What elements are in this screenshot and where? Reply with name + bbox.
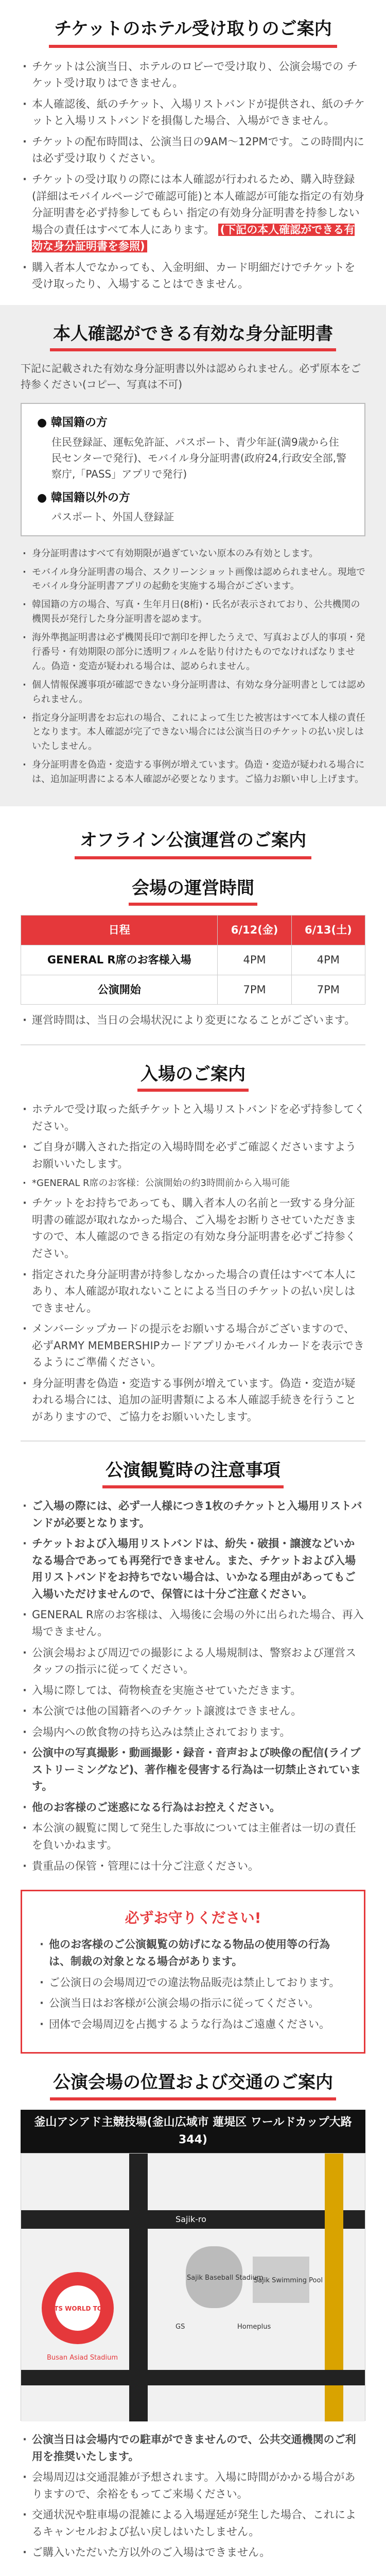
must-follow-title: 必ずお守りください!	[125, 1909, 261, 1927]
id-notes	[21, 547, 365, 787]
must-follow-box	[21, 1890, 365, 2054]
cautions-title: 公演観覧時の注意事項	[21, 1457, 365, 1488]
table-cell: 公演開始	[21, 975, 218, 1005]
map-label-brand: BTS WORLD TOUR	[49, 2305, 112, 2313]
divider	[21, 1440, 365, 1442]
map-label-stadium: Sajik Baseball Stadium	[187, 2274, 264, 2282]
table-header: 6/12(金)	[218, 916, 291, 945]
list-item: · 運営時間は、当日の会場状況により変更になることがございます。	[21, 1012, 365, 1029]
list-item: · 入場に際しては、荷物検査を実施させていただきます。	[21, 1682, 365, 1699]
list-item: · 団体で会場周辺を占拠するような行為はご遠慮ください。	[38, 2016, 348, 2033]
schedule-table	[21, 915, 365, 1005]
list-item: · 公演当日は会場内での駐車ができませんので、公共交通機関のご利用を推奨いたします。	[21, 2431, 365, 2465]
hotel-pickup-list	[21, 58, 365, 293]
list-item: · モバイル身分証明書の場合、スクリーンショット画像は認められません。現地でモバイル身分証明書アプリの起動を実施する場合がございます。	[21, 565, 365, 594]
map-label-sajik-ro: Sajik-ro	[176, 2214, 206, 2225]
list-item: · チケットおよび入場用リストバンドは、紛失・破損・譲渡などいかなる場合であっても再発行できません。また、チケットおよび入場用リストバンドをお持ちでない場合は、いかなる理由があってもご入場いただけませんので、保管には十分ご注意ください。	[21, 1535, 365, 1602]
location-title: 公演会場の位置および交通のご案内	[21, 2069, 365, 2100]
list-item: · 本人確認後、紙のチケット、入場リストバンドが提供され、紙のチケットと入場リストバンドを損傷した場合、入場ができません。	[21, 96, 365, 129]
map-graphic	[21, 2154, 365, 2421]
table-row	[21, 945, 365, 975]
list-item: · 他のお客様のご迷惑になる行為はお控えください。	[21, 1799, 365, 1816]
list-item: · 身分証明書を偽造・変造する事例が増えています。偽造・変造が疑われる場合には、追加の証明書類による本人確認手続きを行うことがありますので、ご協力をお願いいたします。	[21, 1375, 365, 1426]
venue-map	[21, 2153, 365, 2421]
hotel-pickup-title: チケットのホテル受け取りのご案内	[0, 15, 386, 48]
list-item: · 身分証明書を偽造・変造する事例が増えています。偽造・変造が疑われる場合には、追加証明書による本人確認が必要となります。ご協力お願い申し上げます。	[21, 758, 365, 787]
table-header: 日程	[21, 916, 218, 945]
list-item: · チケットは公演当日、ホテルのロビーで受け取り、公演会場での チケット受け取りはできません。	[21, 58, 365, 92]
list-item: · 公演中の写真撮影・動画撮影・録音・音声および映像の配信(ライブストリーミングなど)、著作権を侵害する行為は一切禁止されています。	[21, 1744, 365, 1795]
entry-list	[21, 1101, 365, 1425]
map-label-homeplus: Homeplus	[237, 2323, 271, 2331]
table-cell: GENERAL R席のお客様入場	[21, 945, 218, 975]
list-item: · チケットをお持ちであっても、購入者本人の名前と一致する身分証明書の確認が取れなかった場合、ご入場をお断りさせていただきますので、本人確認のできる指定の有効な身分証明書を必ずご持参ください。	[21, 1195, 365, 1262]
list-item: · 指定された身分証明書が持参しなかった場合の責任はすべて本人にあり、本人確認が取れないことによる当日のチケットの払い戻しはできません。	[21, 1266, 365, 1317]
list-item: · 会場内への飲食物の持ち込みは禁止されております。	[21, 1724, 365, 1741]
list-item: · *GENERAL R席のお客様：公演開始の約3時間前から入場可能	[21, 1176, 365, 1191]
map-label-gate: Busan Asiad Stadium	[47, 2354, 118, 2362]
id-highlight: (下記の本人確認ができる有効な身分証明書を参照)	[32, 223, 355, 253]
list-item: · 個人情報保護事項が確認できない身分証明書は、有効な身分証明書としては認められません。	[21, 678, 365, 707]
map-label-pool: Sajik Swimming Pool	[254, 2277, 323, 2285]
location-notes	[21, 2431, 365, 2561]
list-item: · 公演会場および周辺での撮影による人場規制は、警察および運営スタッフの指示に従ってください。	[21, 1645, 365, 1678]
list-item: · 公演当日はお客様が公演会場の指示に従ってください。	[38, 1995, 348, 2012]
table-cell: 7PM	[291, 975, 365, 1005]
list-item: · 会場周辺は交通混雑が予想されます。入場に時間がかかる場合がありますので、余裕をもってご来場ください。	[21, 2469, 365, 2502]
list-item: · 本公演では他の国籍者へのチケット譲渡はできません。	[21, 1703, 365, 1720]
id-group-title: ● 韓国籍以外の方	[37, 491, 130, 504]
map-label-gs: GS	[176, 2323, 185, 2331]
list-item: · ご入場の際には、必ず一人様につき1枚のチケットと入場用リストバンドが必要となります。	[21, 1498, 365, 1531]
list-item: · 本公演の観覧に関して発生した事故については主催者は一切の責任を負いかねます。	[21, 1820, 365, 1853]
list-item: · GENERAL R席のお客様は、入場後に会場の外に出られた場合、再入場できません。	[21, 1606, 365, 1640]
id-intro: 下記に記載された有効な身分証明書以外は認められません。必ず原本をご持参ください(コピー、写真は不可)	[21, 362, 361, 391]
list-item: · 他のお客様のご公演観覧の妨げになる物品の使用等の行為は、制裁の対象となる場合があります。	[38, 1936, 348, 1970]
list-item: · ホテルで受け取った紙チケットと入場リストバンドを必ず持参してください。	[21, 1101, 365, 1134]
list-item: · 身分証明書はすべて有効期限が過ぎていない原本のみ有効とします。	[21, 547, 365, 561]
id-box	[21, 403, 365, 536]
cautions-list	[21, 1498, 365, 1874]
list-item: · 交通状況や駐車場の混雑による入場遅延が発生した場合、これによるキャンセルおよび払い戻しはいたしません。	[21, 2506, 365, 2540]
list-item: · チケットの受け取りの際には本人確認が行われるため、購入時登録(詳細はモバイルページで確認可能)と本人確認が可能な指定の有効身分証明書を必ず持参してもらい 指定の有効身分証明書を持参しない場合の責任はすべて本人にあります。 (下記の本人確認ができる有効な身分証明書を参照)	[21, 171, 365, 255]
list-item: · 購入者本人でなかっても、入金明細、カード明細だけでチケットを受け取ったり、入場することはできません。	[21, 259, 365, 293]
hours-title: 会場の運営時間	[21, 875, 365, 906]
table-cell: 4PM	[218, 945, 291, 975]
operation-title: オフライン公演運営のご案内	[0, 827, 386, 859]
id-panel	[0, 305, 386, 806]
list-item: · 海外準拠証明書は必ず機関長印で割印を押したうえで、写真および人的事項・発行番号・有効期限の部分に透明フィルムを貼り付けたものでなければなりません。偽造・変造が疑われる場合は、認められません。	[21, 631, 365, 674]
table-cell: 4PM	[291, 945, 365, 975]
id-group-body: パスポート、外国人登録証	[51, 510, 174, 523]
id-group-body: 住民登録証、運転免許証、パスポート、青少年証(満9歳から住民センターで発行)、モバイル身分証明書(政府24,行政安全部,警察庁,「PASS」アプリで発行)	[51, 435, 346, 480]
table-header: 6/13(土)	[291, 916, 365, 945]
list-item: · チケットの配布時間は、公演当日の9AM〜12PMです。この時間内には必ず受け取りください。	[21, 133, 365, 167]
divider	[21, 1044, 365, 1045]
id-group-title: ● 韓国籍の方	[37, 416, 108, 430]
list-item: · ご購入いただいた方以外のご入場はできません。	[21, 2544, 365, 2561]
list-item: · メンバーシップカードの提示をお願いする場合がございますので、必ずARMY MEMBERSHIPカードアプリかモバイルカードを表示できるようにご準備ください。	[21, 1320, 365, 1371]
list-item: · ご自身が購入された指定の入場時間を必ずご確認くださいますようお願いいたします。	[21, 1139, 365, 1172]
list-item: · ご公演日の会場周辺での違法物品販売は禁止しております。	[38, 1974, 348, 1991]
list-item: · 韓国籍の方の場合、写真・生年月日(8桁)・氏名が表示されており、公共機関の機関長が発行した身分証明書を認めます。	[21, 598, 365, 626]
id-title: 本人確認ができる有効な身分証明書	[21, 320, 365, 352]
list-item: · 指定身分証明書をお忘れの場合、これによって生じた被害はすべて本人様の責任となります。本人確認が完了できない場合には公演当日のチケットの払い戻しはいたしません。	[21, 711, 365, 754]
table-row	[21, 975, 365, 1005]
entry-title: 入場のご案内	[21, 1061, 365, 1092]
table-cell: 7PM	[218, 975, 291, 1005]
venue-name: 釜山アシアド主競技場(釜山広域市 蓮堤区 ワールドカップ大路344)	[21, 2110, 365, 2153]
list-item: · 貴重品の保管・管理には十分ご注意ください。	[21, 1858, 365, 1875]
